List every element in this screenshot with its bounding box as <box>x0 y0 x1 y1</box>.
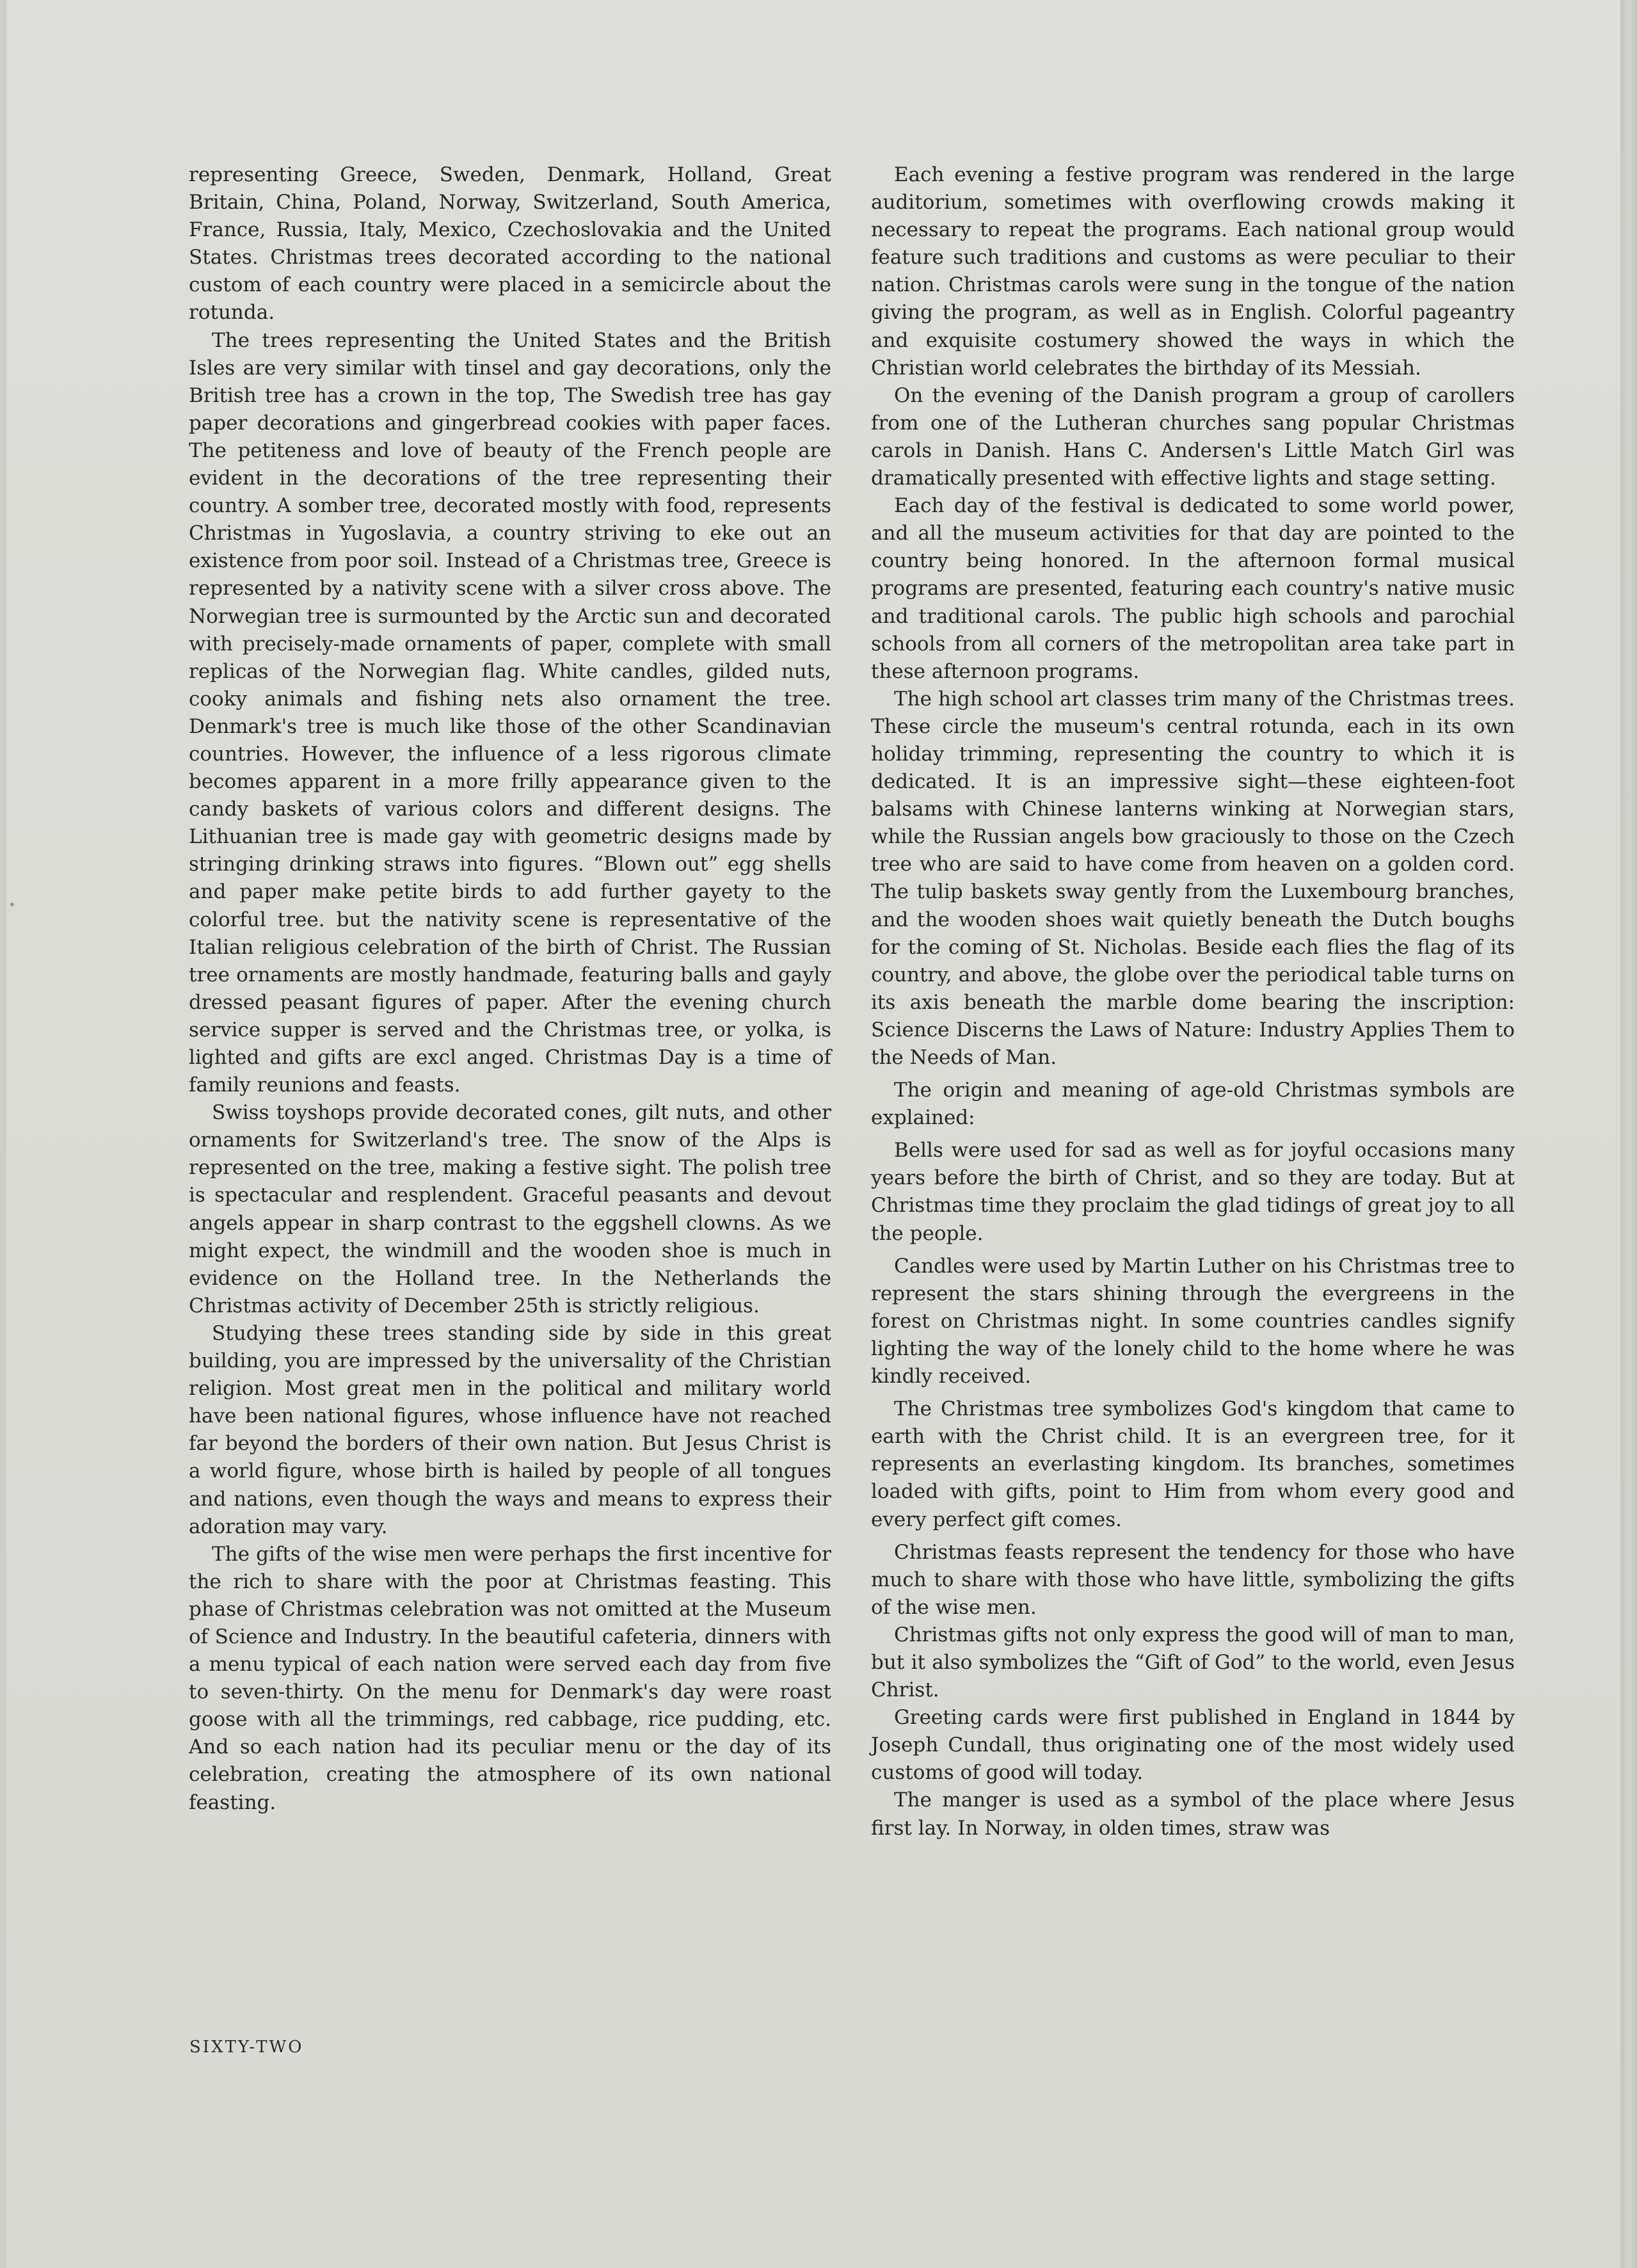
paragraph: Bells were used for sad as well as for joyful occasions many years before the birth of Christ, and so they are today. But at Christmas time they proclaim the glad tidings of great joy to all the people. <box>871 1139 1515 1245</box>
page-number-folio: SIXTY-TWO <box>189 2038 304 2057</box>
paragraph: Studying these trees standing side by side in this great building, you are impressed by the universality of the Christian religion. Most great men in the political and military world have been national figures, whose influence have not reached far beyond the borders of their own nation. But Jesus Christ is a world figure, whose birth is hailed by people of all tongues and nations, even though the ways and means to express their adoration may vary. <box>189 1321 831 1538</box>
paragraph: Swiss toyshops provide decorated cones, gilt nuts, and other ornaments for Switzerland's tree. The snow of the Alps is represented on the tree, making a festive sight. The polish tree is spectacular and resplendent. Graceful peasants and devout angels appear in sharp contrast to the eggshell clowns. As we might expect, the windmill and the wooden shoe is much in evidence on the Holland tree. In the Netherlands the Christmas activity of December 25th is strictly religious. <box>189 1101 831 1317</box>
paragraph: On the evening of the Danish program a group of carollers from one of the Lutheran churches sang popular Christmas carols in Danish. Hans C. Andersen's Little Match Girl was dramatically presented with effective lights and stage setting. <box>871 383 1515 490</box>
paragraph: Each day of the festival is dedicated to some world power, and all the museum activities for that day are pointed to the country being honored. In the afternoon formal musical programs are presented, featuring each country's native music and traditional carols. The public high schools and parochial schools from all corners of the metropolitan area take part in these afternoon programs. <box>871 494 1515 683</box>
paragraph: The manger is used as a symbol of the place where Jesus first lay. In Norway, in olden times, straw was <box>871 1789 1515 1840</box>
paragraph: representing Greece, Sweden, Denmark, Holland, Great Britain, China, Poland, Norway, Switzerland, South America, France, Russia, Italy, Mexico, Czechoslovakia and the United States. Christmas trees decorated according to the national custom of each country were placed in a semicircle about the rotunda. <box>189 163 831 325</box>
paragraph: The Christmas tree symbolizes God's kingdom that came to earth with the Christ child. It is an evergreen tree, for it represents an everlasting kingdom. Its branches, sometimes loaded with gifts, point to Him from whom every good and every perfect gift comes. <box>871 1397 1515 1531</box>
page-edge-left <box>0 0 6 2268</box>
paragraph: Greeting cards were first published in England in 1844 by Joseph Cundall, thus originating one of the most widely used customs of good will today. <box>871 1706 1515 1785</box>
paragraph: The trees representing the United States and the British Isles are very similar with tinsel and gay decorations, only the British tree has a crown in the top, The Swedish tree has gay paper decorations and gingerbread cookies with paper faces. The petiteness and love of beauty of the French people are evident in the decorations of the tree representing their country. A somber tree, decorated mostly with food, represents Christmas in Yugoslavia, a country striving to eke out an existence from poor soil. Instead of a Christmas tree, Greece is represented by a nativity scene with a silver cross above. The Norwegian tree is surmounted by the Arctic sun and decorated with precisely-made ornaments of paper, complete with small replicas of the Norwegian flag. White candles, gilded nuts, cooky animals and fishing nets also ornament the tree. Denmark's tree is much like those of the other Scandinavian countries. However, the influence of a less rigorous climate becomes apparent in a more frilly appearance given to the candy baskets of various colors and different designs. The Lithuanian tree is made gay with geometric designs made by stringing drinking straws into figures. “Blown out” egg shells and paper make petite birds to add further gayety to the colorful tree. but the nativity scene is representative of the Italian religious celebration of the birth of Christ. The Russian tree ornaments are mostly handmade, featuring balls and gayly dressed peasant figures of paper. After the evening church service supper is served and the Christmas tree, or yolka, is lighted and gifts are excl anged. Christmas Day is a time of family reunions and feasts. <box>189 328 831 1097</box>
paragraph: Each evening a festive program was rendered in the large auditorium, sometimes with overflowing crowds making it necessary to repeat the programs. Each national group would feature such traditions and customs as were peculiar to their nation. Christmas carols were sung in the tongue of the nation giving the program, as well as in English. Colorful pageantry and exquisite costumery showed the ways in which the Christian world celebrates the birthday of its Messiah. <box>871 163 1515 380</box>
binding-hole-mark <box>10 903 14 906</box>
right-text-column <box>871 161 1515 1842</box>
paragraph: Christmas feasts represent the tendency for those who have much to share with those who have little, symbolizing the gifts of the wise men. <box>871 1540 1515 1619</box>
paragraph: The gifts of the wise men were perhaps the first incentive for the rich to share with the poor at Christmas feasting. This phase of Christmas celebration was not omitted at the Museum of Science and Industry. In the beautiful cafeteria, dinners with a menu typical of each nation were served each day from five to seven-thirty. On the menu for Denmark's day were roast goose with all the trimmings, red cabbage, rice pudding, etc. And so each nation had its peculiar menu or the day of its celebration, creating the atmosphere of its own national feasting. <box>189 1542 831 1814</box>
left-text-column <box>189 161 831 1817</box>
paragraph: The origin and meaning of age-old Christmas symbols are explained: <box>871 1079 1515 1130</box>
paragraph: Candles were used by Martin Luther on his Christmas tree to represent the stars shining through the evergreens in the forest on Christmas night. In some countries candles signify lighting the way of the lonely child to the home where he was kindly received. <box>871 1254 1515 1388</box>
page-edge-right <box>1620 0 1637 2268</box>
paragraph: Christmas gifts not only express the good will of man to man, but it also symbolizes the “Gift of God” to the world, even Jesus Christ. <box>871 1623 1515 1702</box>
paragraph: The high school art classes trim many of the Christmas trees. These circle the museum's central rotunda, each in its own holiday trimming, representing the country to which it is dedicated. It is an impressive sight—these eighteen-foot balsams with Chinese lanterns winking at Norwegian stars, while the Russian angels bow graciously to those on the Czech tree who are said to have come from heaven on a golden cord. The tulip baskets sway gently from the Luxembourg branches, and the wooden shoes wait quietly beneath the Dutch boughs for the coming of St. Nicholas. Beside each flies the flag of its country, and above, the globe over the periodical table turns on its axis beneath the marble dome bearing the inscription: Science Discerns the Laws of Nature: Industry Applies Them to the Needs of Man. <box>871 687 1515 1069</box>
